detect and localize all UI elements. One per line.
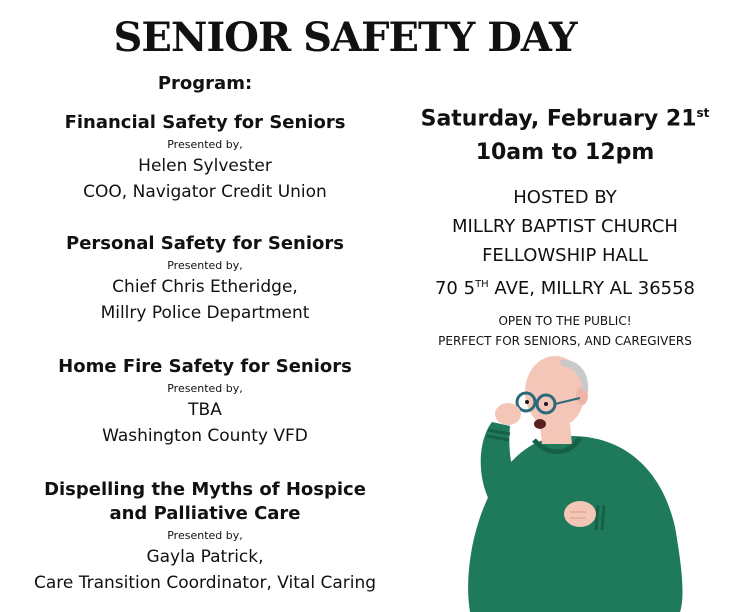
address-suffix: TH: [475, 279, 489, 290]
presenter-name: Helen Sylvester: [138, 156, 272, 176]
session-title: Personal Safety for Seniors: [66, 233, 344, 254]
host-address: [405, 270, 725, 303]
date-text: Saturday, February 21: [420, 106, 697, 132]
event-datetime: [405, 96, 725, 170]
audience-note: PERFECT FOR SENIORS, AND CAREGIVERS: [438, 334, 692, 348]
lower-hand: [564, 501, 596, 527]
session-title: Financial Safety for Seniors: [64, 112, 346, 133]
presented-by-label: Presented by,: [167, 382, 243, 395]
presented-by-label: Presented by,: [167, 138, 243, 151]
host-hall: FELLOWSHIP HALL: [482, 245, 648, 266]
host-info: [405, 183, 725, 303]
host-church: MILLRY BAPTIST CHURCH: [452, 216, 678, 237]
presenter-name: Chief Chris Etheridge,: [112, 277, 298, 297]
event-time: 10am to 12pm: [475, 140, 655, 166]
session-title: Home Fire Safety for Seniors: [58, 356, 352, 377]
senior-man-illustration: [430, 352, 700, 612]
hosted-by-label: HOSTED BY: [513, 187, 617, 208]
presented-by-label: Presented by,: [167, 529, 243, 542]
event-date: [405, 96, 725, 136]
address-rest: AVE, MILLRY AL 36558: [488, 278, 696, 299]
presenter-affiliation: Millry Police Department: [100, 303, 310, 323]
presenter-affiliation: Washington County VFD: [102, 426, 308, 446]
event-title: SENIOR SAFETY DAY: [113, 14, 577, 61]
presenter-affiliation: Care Transition Coordinator, Vital Caring: [33, 573, 377, 593]
presenter-affiliation: COO, Navigator Credit Union: [83, 182, 327, 202]
public-note: [405, 311, 725, 351]
raised-hand: [495, 403, 521, 425]
presenter-name: TBA: [188, 400, 222, 420]
program-label: Program:: [157, 73, 253, 94]
address-number: 70 5: [434, 278, 476, 299]
session-hospice: [0, 478, 410, 596]
session-financial: [0, 111, 410, 205]
session-fire: [0, 355, 410, 449]
open-to-public: OPEN TO THE PUBLIC!: [498, 314, 632, 328]
session-personal: [0, 232, 410, 326]
presenter-name: Gayla Patrick,: [146, 547, 264, 567]
session-title-line-1: Dispelling the Myths of Hospice: [44, 479, 366, 500]
date-suffix: st: [696, 106, 710, 120]
presented-by-label: Presented by,: [167, 259, 243, 272]
session-title-line-2: and Palliative Care: [109, 503, 301, 524]
